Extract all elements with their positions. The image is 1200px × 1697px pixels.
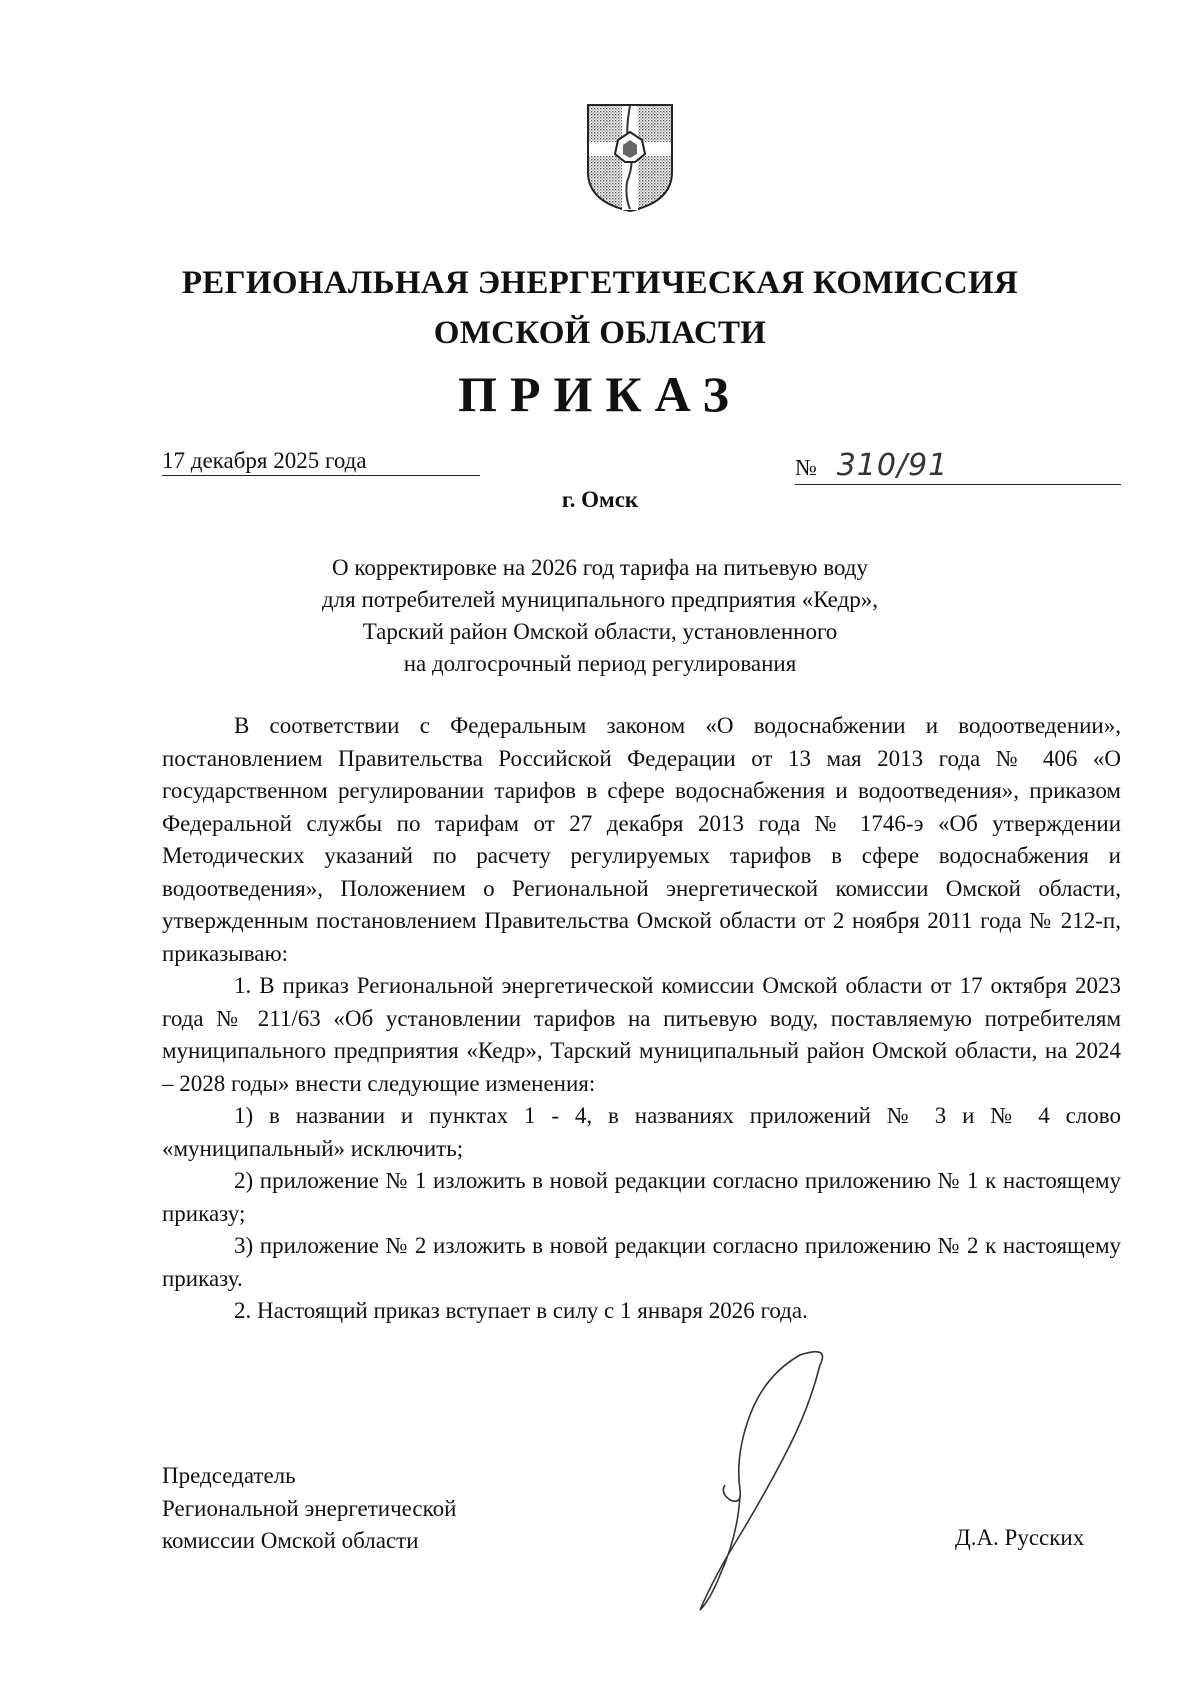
item-2: 2. Настоящий приказ вступает в силу с 1 января 2026 года.: [234, 1298, 808, 1323]
signer-name: Д.А. Русских: [955, 1525, 1085, 1550]
number-value: 310/91: [836, 448, 949, 483]
signatory-position: [162, 1460, 456, 1558]
item-1: 1. В приказ Региональной энергетической комиссии Омской области от 17 октября 2023 года № 211/63 «Об установлении тарифов на питьевую воду, поставляемую потребителям муниципального предприятия «Кедр», Тарский муниципальный район Омской области, на 2024 – 2028 годы» внести следующие изменения:: [162, 973, 1121, 1096]
document-body: [162, 710, 1121, 1328]
item-1-subitem-3: 3) приложение № 2 изложить в новой редакции согласно приложению № 2 к настоящему приказу.: [162, 1233, 1121, 1291]
organization-name: [0, 258, 1200, 358]
organization-name-line2: ОМСКОЙ ОБЛАСТИ: [433, 315, 767, 351]
subject-line: для потребителей муниципального предприятия «Кедр»,: [321, 587, 879, 612]
position-line: Региональной энергетической: [162, 1495, 457, 1521]
number-label: №: [795, 455, 817, 480]
item-1-subitem-1: 1) в названии и пунктах 1 - 4, в названиях приложений № 3 и № 4 слово «муниципальный» исключить;: [162, 1103, 1121, 1161]
document-number: [795, 448, 1121, 485]
document-date: 17 декабря 2025 года: [162, 448, 480, 476]
subject-line: Тарский район Омской области, установленного: [362, 619, 838, 644]
coat-of-arms-icon: [585, 102, 675, 214]
organization-name-line1: РЕГИОНАЛЬНАЯ ЭНЕРГЕТИЧЕСКАЯ КОМИССИЯ: [181, 265, 1019, 301]
item-1-subitem-2: 2) приложение № 1 изложить в новой редакции согласно приложению № 1 к настоящему приказу;: [162, 1168, 1121, 1226]
position-line: Председатель: [162, 1463, 296, 1488]
position-line: комиссии Омской области: [162, 1528, 419, 1553]
document-type: ПРИКАЗ: [458, 366, 742, 422]
document-subject: [0, 552, 1200, 680]
preamble-paragraph: В соответствии с Федеральным законом «О водоснабжении и водоотведении», постановлением Правительства Российской Федерации от 13 мая 2013 года № 406 «О государственном регулировании тарифов в сфере водоснабжения и водоотведения», приказом Федеральной службы по тарифам от 27 декабря 2013 года № 1746-э «Об утверждении Методических указаний по расчету регулируемых тарифов в сфере водоснабжения и водоотведения», Положением о Региональной энергетической комиссии Омской области, утвержденным постановлением Правительства Омской области от 2 ноября 2011 года № 212-п, приказываю:: [162, 713, 1121, 966]
handwritten-signature-icon: [680, 1335, 850, 1615]
city: г. Омск: [561, 487, 639, 512]
subject-line: на долгосрочный период регулирования: [403, 651, 797, 676]
subject-line: О корректировке на 2026 год тарифа на питьевую воду: [332, 555, 868, 580]
